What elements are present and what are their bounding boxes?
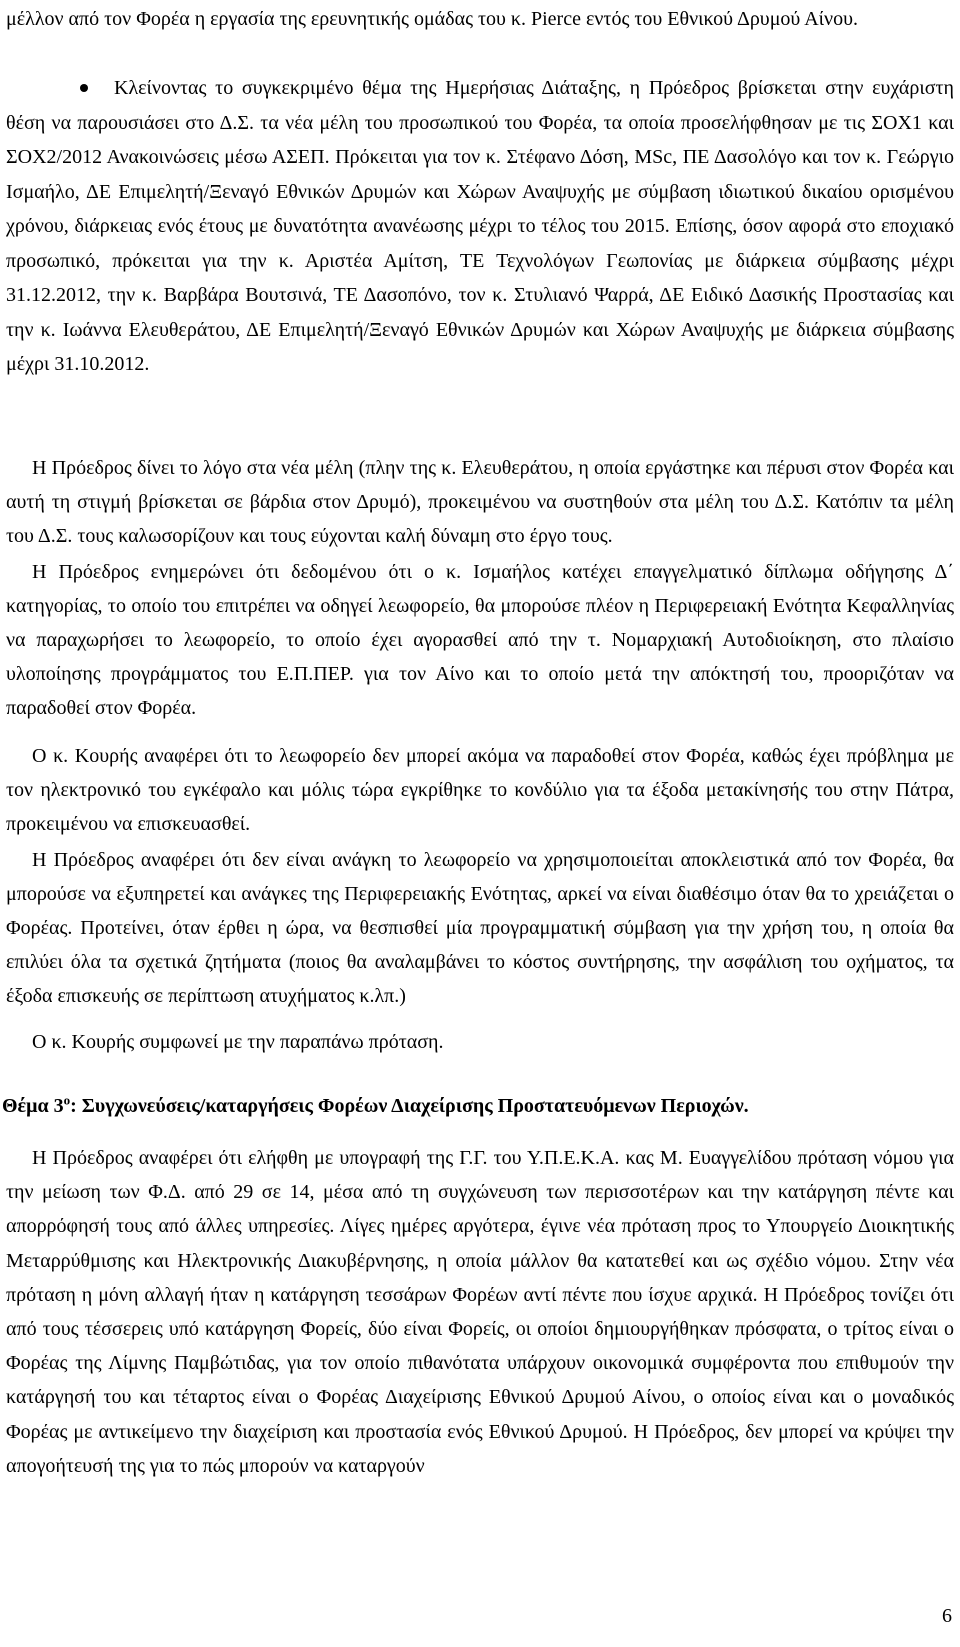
paragraph-bus-contract: Η Πρόεδρος αναφέρει ότι δεν είναι ανάγκη το λεωφορείο να χρησιμοποιείται αποκλειστικά από τον Φορέα, θα μπορούσε να εξυπηρετεί και ανάγκες της Περιφερειακής Ενότητας, αρκεί να είναι διαθέσιμο όταν θα το χρειάζεται ο Φορέας. Προτείνει, όταν έρθει η ώρα, να θεσπισθεί μία προγραμματική σύμβαση για την χρήση του, η οποία θα επιλύει όλα τα σχετικά ζητήματα (ποιος θα αναλαμβάνει το κόστος συντήρησης, την ασφάλιση του οχήματος, τα έξοδα επισκευής σε περίπτωση ατυχήματος κ.λπ.): [6, 849, 954, 1007]
section-heading-ordinal: ο: [63, 1092, 71, 1108]
page-number: 6: [942, 1605, 952, 1627]
paragraph-bus-license: Η Πρόεδρος ενημερώνει ότι δεδομένου ότι ο κ. Ισμαήλος κατέχει επαγγελματικό δίπλωμα οδήγησης Δ΄ κατηγορίας, το οποίο του επιτρέπει να οδηγεί λεωφορείο, θα μπορούσε πλέον η Περιφερειακή Ενότητα Κεφαλληνίας να παραχωρήσει το λεωφορείο, το οποίο έχει αγορασθεί από την τ. Νομαρχιακή Αυτοδιοίκηση, στο πλαίσιο υλοποίησης προγράμματος του Ε.Π.ΠΕΡ. για τον Αίνο και το οποίο μετά την απόκτησή του, προοριζόταν να παραδοθεί στον Φορέα.: [6, 561, 954, 719]
paragraph-bus-repair: Ο κ. Κουρής αναφέρει ότι το λεωφορείο δεν μπορεί ακόμα να παραδοθεί στον Φορέα, καθώς έχει πρόβλημα με τον ηλεκτρονικό του εγκέφαλο και μόλις τώρα εγκρίθηκε το κονδύλιο για τα έξοδα μετακίνησής του στην Πάτρα, προκειμένου να επισκευασθεί.: [6, 745, 954, 835]
paragraph-agreement: Ο κ. Κουρής συμφωνεί με την παραπάνω πρόταση.: [32, 1031, 444, 1053]
intro-continuation-paragraph: μέλλον από τον Φορέα η εργασία της ερευνητικής ομάδας του κ. Pierce εντός του Εθνικού Δρυμού Αίνου.: [6, 8, 859, 30]
paragraph-new-members-welcome: Η Πρόεδρος δίνει το λόγο στα νέα μέλη (πλην της κ. Ελευθεράτου, η οποία εργάστηκε και πέρυσι στον Φορέα και αυτή τη στιγμή βρίσκεται σε βάρδια στον Δρυμό), προκειμένου να συστηθούν στα μέλη του Δ.Σ. Κατόπιν τα μέλη του Δ.Σ. τους καλωσορίζουν και τους εύχονται καλή δύναμη στο έργο τους.: [6, 457, 954, 547]
bullet-list-item: [6, 71, 954, 382]
section-paragraph: Η Πρόεδρος αναφέρει ότι ελήφθη με υπογραφή της Γ.Γ. του Υ.Π.Ε.Κ.Α. κας Μ. Ευαγγελίδου πρόταση νόμου για την μείωση των Φ.Δ. από 29 σε 14, μέσα από τη συγχώνευση των περισσοτέρων και την κατάργηση πέντε και απορρόφησή τους από άλλες υπηρεσίες. Λίγες ημέρες αργότερα, έγινε νέα πρόταση προς το Υπουργείο Διοικητικής Μεταρρύθμισης και Ηλεκτρονικής Διακυβέρνησης, η οποία μάλλον θα κατατεθεί και ως σχέδιο νόμου. Στην νέα πρόταση η μόνη αλλαγή ήταν η κατάργηση τεσσάρων Φορέων αντί πέντε που ίσχυε αρχικά. Η Πρόεδρος τονίζει ότι από τους τέσσερεις υπό κατάργηση Φορείς, δύο είναι Φορείς, οι οποίοι δημιουργήθηκαν πρόσφατα, ο τρίτος είναι ο Φορέας της Λίμνης Παμβώτιδας, για τον οποίο πιθανότατα υπάρχουν οικονομικά συμφέροντα που επιθυμούν την κατάργησή του και τέταρτος είναι ο Φορέας Διαχείρισης Εθνικού Δρυμού Αίνου, ο οποίος είναι και ο μοναδικός Φορέας με αντικείμενο την διαχείριση και προστασία ενός Εθνικού Δρυμού. Η Πρόεδρος, δεν μπορεί να κρύψει την απογοήτευσή της για το πώς μπορούν να καταργούν: [6, 1147, 954, 1477]
bullet-icon: [80, 84, 88, 92]
bullet-item-text: Κλείνοντας το συγκεκριμένο θέμα της Ημερήσιας Διάταξης, η Πρόεδρος βρίσκεται στην ευχάριστη θέση να παρουσιάσει στο Δ.Σ. τα νέα μέλη του προσωπικού του Φορέα, τα οποία προσελήφθησαν με τις ΣΟΧ1 και ΣΟΧ2/2012 Ανακοινώσεις μέσω ΑΣΕΠ. Πρόκειται για τον κ. Στέφανο Δόση, MSc, ΠΕ Δασολόγο και τον κ. Γεώργιο Ισμαήλο, ΔΕ Επιμελητή/Ξεναγό Εθνικών Δρυμών και Χώρων Αναψυχής με σύμβαση ιδιωτικού δικαίου ορισμένου χρόνου, διάρκειας ενός έτους με δυνατότητα ανανέωσης μέχρι το τέλος του 2015. Επίσης, όσον αφορά στο εποχιακό προσωπικό, πρόκειται για την κ. Αριστέα Αμίτση, ΤΕ Τεχνολόγων Γεωπονίας με διάρκεια σύμβασης μέχρι 31.12.2012, την κ. Βαρβάρα Βουτσινά, ΤΕ Δασοπόνο, τον κ. Στυλιανό Ψαρρά, ΔΕ Ειδικό Δασικής Προστασίας και την κ. Ιωάννα Ελευθεράτου, ΔΕ Επιμελητή/Ξεναγό Εθνικών Δρυμών και Χώρων Αναψυχής με διάρκεια σύμβασης μέχρι 31.10.2012.: [6, 77, 954, 375]
section-heading-title: : Συγχωνεύσεις/καταργήσεις Φορέων Διαχείρισης Προστατευόμενων Περιοχών.: [70, 1095, 749, 1117]
section-heading-prefix: Θέμα 3: [2, 1095, 64, 1117]
section-heading: [2, 1089, 954, 1123]
